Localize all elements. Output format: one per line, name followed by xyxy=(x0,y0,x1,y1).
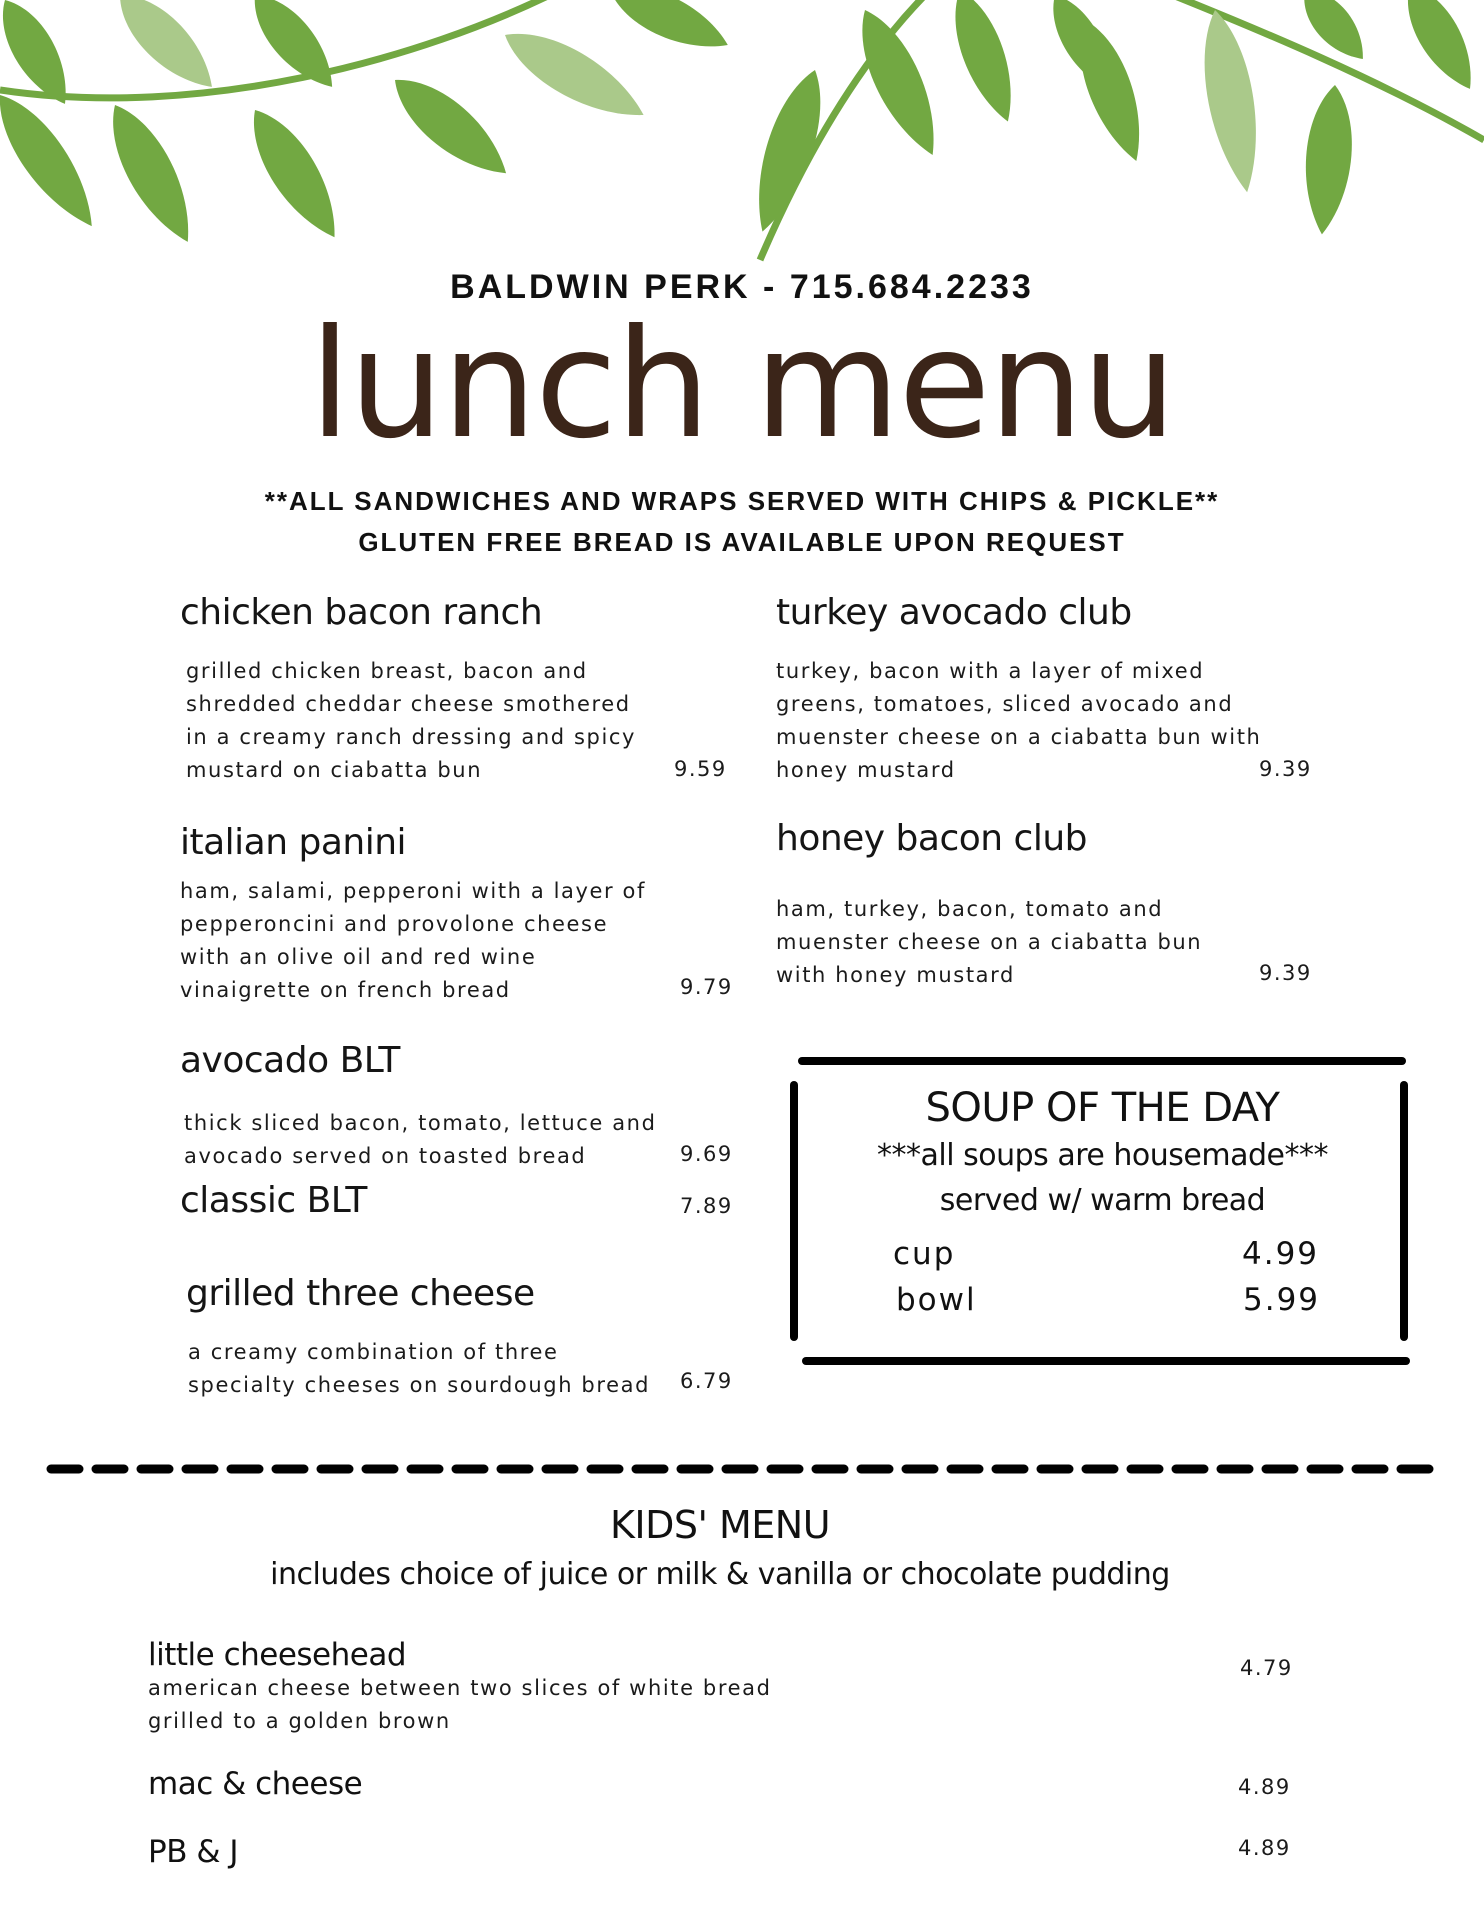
item-name-classic-blt: classic BLT xyxy=(180,1180,367,1221)
price-honey-bacon-club: 9.39 xyxy=(1259,961,1312,985)
price-grilled-three-cheese: 6.79 xyxy=(680,1369,733,1393)
soup-bowl-label: bowl xyxy=(896,1282,977,1318)
item-name-avocado-blt: avocado BLT xyxy=(180,1040,400,1081)
item-name-italian-panini: italian panini xyxy=(180,822,407,863)
page-title: lunch menu xyxy=(309,298,1175,472)
section-divider xyxy=(45,1462,1445,1476)
contact-info: BALDWIN PERK - 715.684.2233 xyxy=(450,268,1034,306)
soup-bread-note: served w/ warm bread xyxy=(939,1183,1266,1218)
kids-item-name-little-cheesehead: little cheesehead xyxy=(148,1637,407,1673)
gluten-free-notice: GLUTEN FREE BREAD IS AVAILABLE UPON REQUEST xyxy=(358,527,1126,557)
kids-price-pbj: 4.89 xyxy=(1238,1836,1291,1860)
item-desc-avocado-blt: thick sliced bacon, tomato, lettuce and avocado served on toasted bread xyxy=(184,1111,657,1168)
price-turkey-avocado-club: 9.39 xyxy=(1259,757,1312,781)
item-name-turkey-avocado-club: turkey avocado club xyxy=(776,592,1132,633)
kids-price-little-cheesehead: 4.79 xyxy=(1240,1656,1293,1680)
kids-item-name-mac-cheese: mac & cheese xyxy=(148,1766,363,1802)
price-italian-panini: 9.79 xyxy=(680,975,733,999)
soup-cup-label: cup xyxy=(893,1236,956,1272)
item-name-honey-bacon-club: honey bacon club xyxy=(776,818,1088,859)
price-avocado-blt: 9.69 xyxy=(680,1142,733,1166)
kids-item-desc-little-cheesehead: american cheese between two slices of white bread grilled to a golden brown xyxy=(148,1676,772,1733)
kids-menu-title: KIDS' MENU xyxy=(609,1503,831,1547)
item-name-grilled-three-cheese: grilled three cheese xyxy=(186,1273,535,1314)
soup-cup-price: 4.99 xyxy=(1242,1236,1320,1272)
price-classic-blt: 7.89 xyxy=(680,1194,733,1218)
soup-bowl-price: 5.99 xyxy=(1243,1282,1321,1318)
item-desc-honey-bacon-club: ham, turkey, bacon, tomato and muenster cheese on a ciabatta bun with honey mustard xyxy=(776,897,1203,987)
item-desc-turkey-avocado-club: turkey, bacon with a layer of mixed greens, tomatoes, sliced avocado and muenster cheese on a ciabatta bun with honey mustard xyxy=(776,659,1262,782)
item-desc-grilled-three-cheese: a creamy combination of three specialty cheeses on sourdough bread xyxy=(188,1340,651,1397)
item-desc-chicken-bacon-ranch: grilled chicken breast, bacon and shredded cheddar cheese smothered in a creamy ranch dressing and spicy mustard on ciabatta bun xyxy=(186,659,637,782)
leaf-decoration xyxy=(0,0,1484,290)
item-desc-italian-panini: ham, salami, pepperoni with a layer of pepperoncini and provolone cheese with an olive oil and red wine vinaigrette on french bread xyxy=(180,879,646,1002)
kids-menu-subtitle: includes choice of juice or milk & vanilla or chocolate pudding xyxy=(270,1557,1170,1592)
kids-price-mac-cheese: 4.89 xyxy=(1238,1775,1291,1799)
price-chicken-bacon-ranch: 9.59 xyxy=(674,757,727,781)
kids-item-name-pbj: PB & J xyxy=(148,1834,238,1870)
item-name-chicken-bacon-ranch: chicken bacon ranch xyxy=(180,592,543,633)
soup-housemade-note: ***all soups are housemade*** xyxy=(877,1138,1328,1173)
soup-title: SOUP OF THE DAY xyxy=(925,1085,1280,1131)
sides-notice: **ALL SANDWICHES AND WRAPS SERVED WITH CHIPS & PICKLE** xyxy=(264,486,1220,516)
